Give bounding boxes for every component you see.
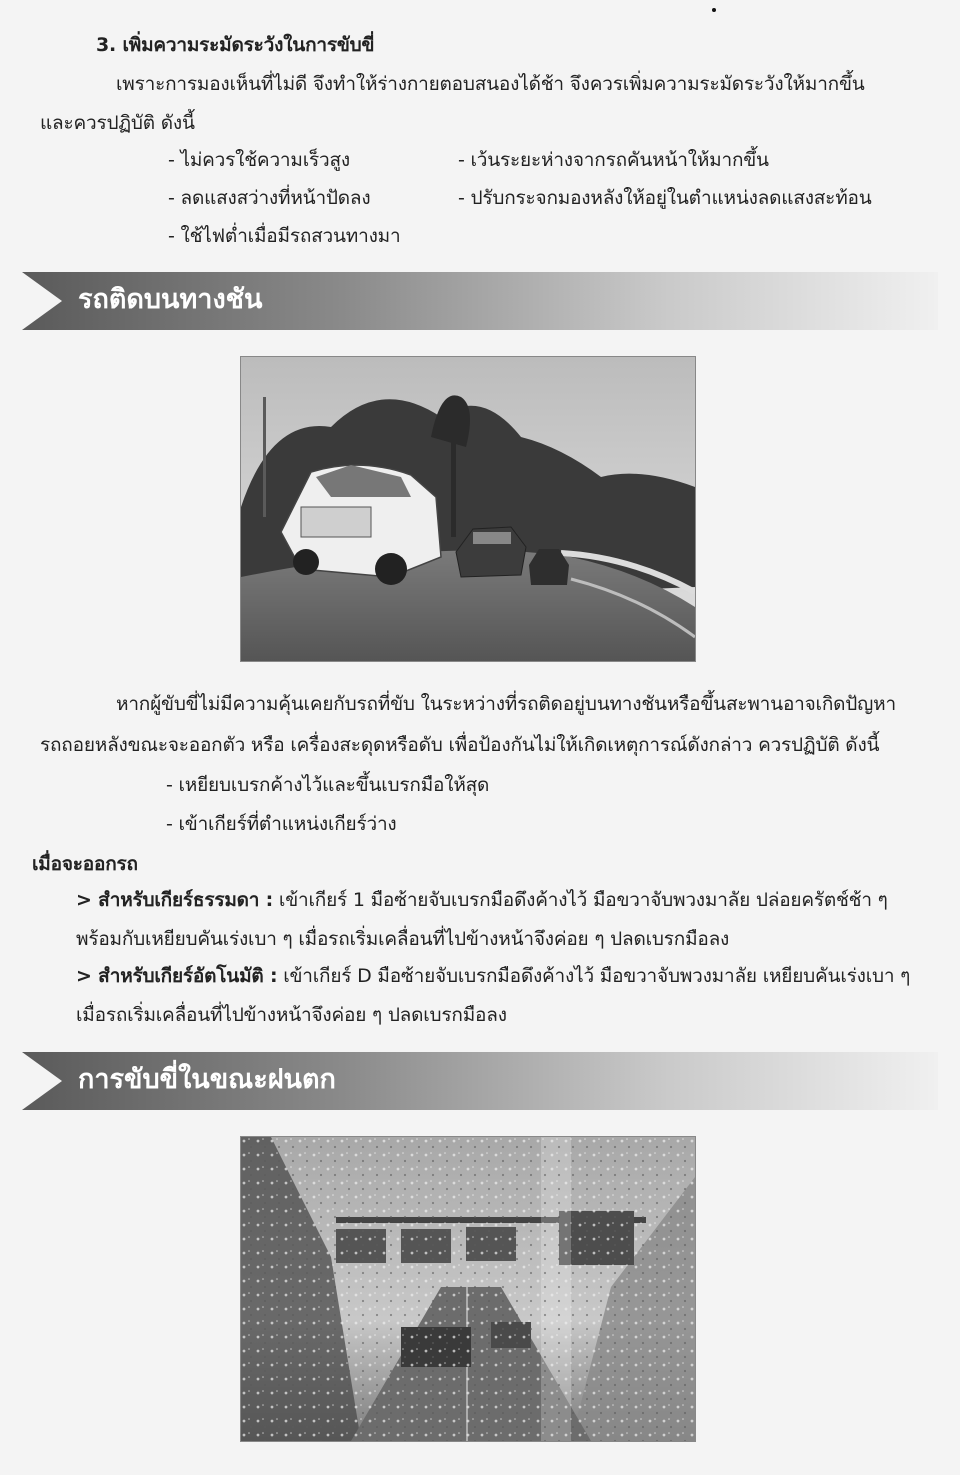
banner-arrow-icon bbox=[22, 1052, 62, 1110]
bullet-item: - ใช้ไฟต่ำเมื่อมีรถสวนทางมา bbox=[168, 225, 401, 247]
bullet-item: - ปรับกระจกมองหลังให้อยู่ในตำแหน่งลดแสงสะท้อน bbox=[458, 187, 872, 209]
photo-rain-windshield-image bbox=[241, 1137, 695, 1441]
instruction-text: เข้าเกียร์ D มือซ้ายจับเบรกมือดึงค้างไว้ มือขวาจับพวงมาลัย เหยียบคันเร่งเบา ๆ bbox=[277, 965, 911, 987]
paragraph-line: เพราะการมองเห็นที่ไม่ดี จึงทำให้ร่างกายตอบสนองได้ช้า จึงควรเพิ่มความระมัดระวังให้มากขึ้น bbox=[116, 73, 865, 95]
bullet-item: - ไม่ควรใช้ความเร็วสูง bbox=[168, 149, 350, 171]
bullet-item: - เข้าเกียร์ที่ตำแหน่งเกียร์ว่าง bbox=[166, 813, 397, 835]
instruction-label: > สำหรับเกียร์อัตโนมัติ : bbox=[76, 965, 278, 987]
bullet-item: - ลดแสงสว่างที่หน้าปัดลง bbox=[168, 187, 371, 209]
banner-title: การขับขี่ในขณะฝนตก bbox=[78, 1064, 336, 1095]
section-heading: 3. เพิ่มความระมัดระวังในการขับขี่ bbox=[96, 34, 375, 56]
instruction-line: เมื่อรถเริ่มเคลื่อนที่ไปข้างหน้าจึงค่อย ๆ ปลดเบรกมือลง bbox=[76, 1004, 507, 1026]
instruction-text: เข้าเกียร์ 1 มือซ้ายจับเบรกมือดึงค้างไว้ มือขวาจับพวงมาลัย ปล่อยครัตช์ช้า ๆ bbox=[273, 889, 888, 911]
banner-title: รถติดบนทางชัน bbox=[78, 284, 263, 315]
paragraph-line: และควรปฏิบัติ ดังนี้ bbox=[40, 112, 195, 134]
photo-cars-on-slope bbox=[240, 356, 696, 662]
photo-rain-windshield bbox=[240, 1136, 696, 1442]
banner-arrow-icon bbox=[22, 272, 62, 330]
photo-cars-on-slope-image bbox=[241, 357, 695, 661]
section-banner-hill bbox=[22, 272, 938, 330]
instruction-line bbox=[76, 887, 888, 913]
bullet-item: - เว้นระยะห่างจากรถคันหน้าให้มากขึ้น bbox=[458, 149, 769, 171]
paragraph-line: หากผู้ขับขี่ไม่มีความคุ้นเคยกับรถที่ขับ ในระหว่างที่รถติดอยู่บนทางชันหรือขึ้นสะพานอาจเกิดปัญหา bbox=[116, 693, 896, 715]
scan-speck bbox=[712, 8, 716, 12]
instruction-line bbox=[76, 963, 910, 989]
subheading: เมื่อจะออกรถ bbox=[32, 853, 138, 875]
instruction-line: พร้อมกับเหยียบคันเร่งเบา ๆ เมื่อรถเริ่มเคลื่อนที่ไปข้างหน้าจึงค่อย ๆ ปลดเบรกมือลง bbox=[76, 928, 730, 950]
bullet-item: - เหยียบเบรกค้างไว้และขึ้นเบรกมือให้สุด bbox=[166, 774, 490, 796]
section-banner-rain bbox=[22, 1052, 938, 1110]
instruction-label: > สำหรับเกียร์ธรรมดา : bbox=[76, 889, 274, 911]
paragraph-line: รถถอยหลังขณะจะออกตัว หรือ เครื่องสะดุดหรือดับ เพื่อป้องกันไม่ให้เกิดเหตุการณ์ดังกล่าว ควรปฏิบัติ ดังนี้ bbox=[40, 734, 880, 756]
